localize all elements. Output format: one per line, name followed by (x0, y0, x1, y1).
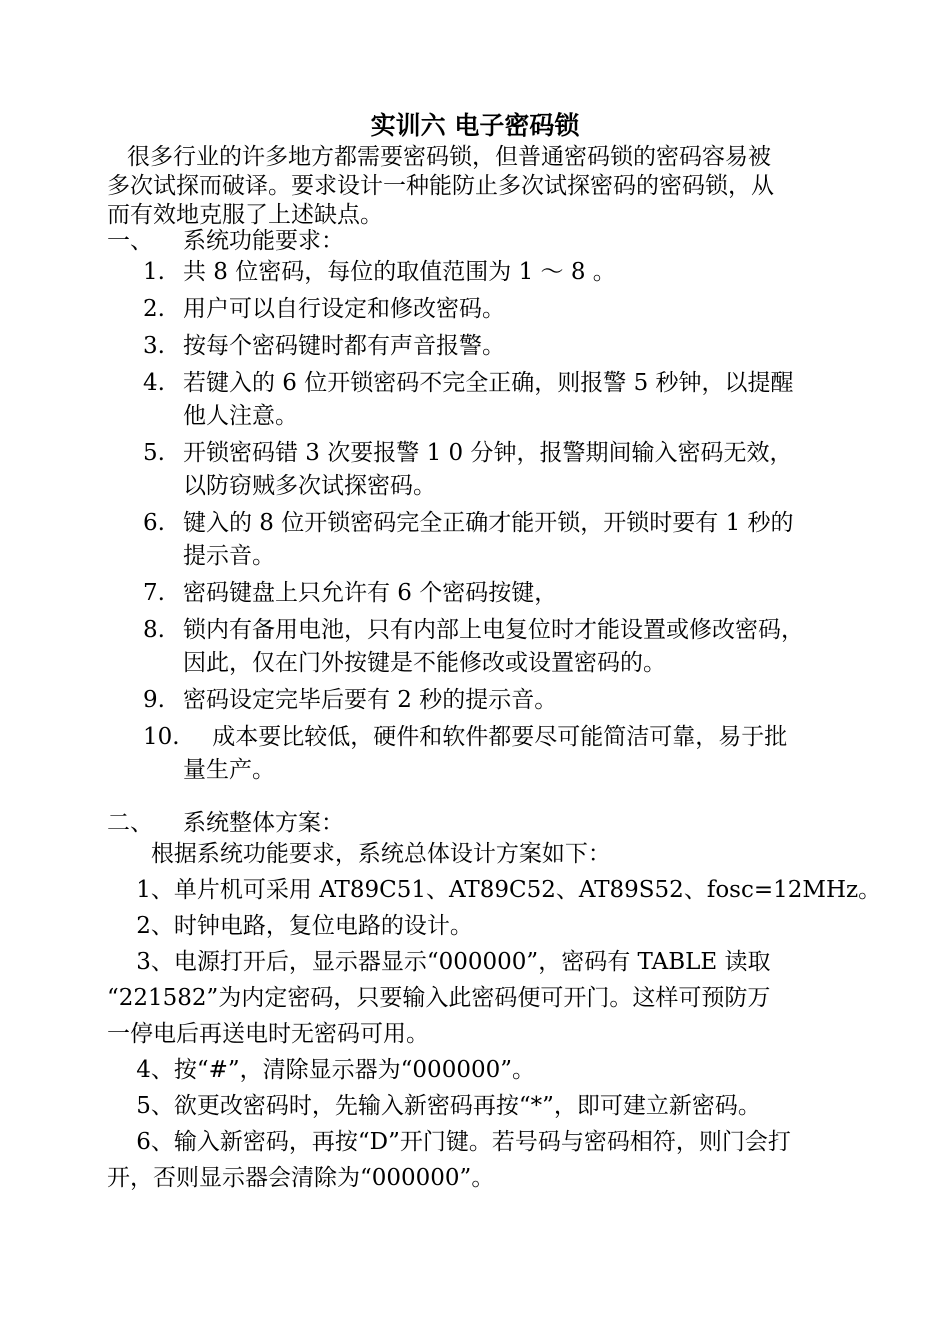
plan-line: 5、欲更改密码时，先输入新密码再按“*”，即可建立新密码。 (107, 1093, 761, 1119)
list-item-text: 键入的 8 位开锁密码完全正确才能开锁，开锁时要有 1 秒的 (183, 510, 794, 536)
list-item-text: 因此，仅在门外按键是不能修改或设置密码的。 (183, 650, 666, 676)
plan-line: 3、电源打开后，显示器显示“000000”，密码有 TABLE 读取 (107, 949, 771, 975)
list-item (107, 256, 867, 289)
section-heading-requirements (107, 226, 344, 256)
intro-line: 多次试探而破译。要求设计一种能防止多次试探密码的密码锁，从 (107, 173, 774, 199)
intro-line: 而有效地克服了上述缺点。 (107, 202, 383, 228)
plan-paragraphs (107, 838, 882, 1198)
section-title: 系统整体方案： (183, 810, 344, 836)
list-item-number: 5. (143, 440, 165, 466)
document-title: 实训六 电子密码锁 (370, 111, 580, 140)
list-item-number: 4. (143, 370, 165, 396)
list-item-text: 以防窃贼多次试探密码。 (183, 473, 436, 499)
section-number: 二、 (107, 810, 153, 836)
list-item-number: 3. (143, 333, 165, 359)
list-item-text: 提示音。 (183, 543, 275, 569)
list-item-number: 2. (143, 296, 165, 322)
list-item (107, 507, 867, 573)
list-item-text: 共 8 位密码，每位的取值范围为 1 ～ 8 。 (183, 259, 616, 285)
list-item (107, 721, 867, 787)
plan-line: 一停电后再送电时无密码可用。 (107, 1021, 429, 1047)
list-item (107, 293, 867, 326)
list-item-number: 6. (143, 510, 165, 536)
plan-line: 4、按“#”，清除显示器为“000000”。 (107, 1057, 535, 1083)
list-item (107, 330, 867, 363)
intro-paragraph (107, 143, 849, 230)
list-item-text: 按每个密码键时都有声音报警。 (183, 333, 505, 359)
plan-line: 6、输入新密码，再按“D”开门键。若号码与密码相符，则门会打 (107, 1129, 791, 1155)
list-item-number: 10. (143, 724, 180, 750)
section-number: 一、 (107, 228, 153, 254)
list-item-text: 密码设定完毕后要有 2 秒的提示音。 (183, 687, 558, 713)
list-item-text: 他人注意。 (183, 403, 298, 429)
plan-line: 根据系统功能要求，系统总体设计方案如下： (107, 841, 611, 867)
list-item-text: 用户可以自行设定和修改密码。 (183, 296, 505, 322)
list-item-number: 7. (143, 580, 165, 606)
list-item (107, 684, 867, 717)
list-item (107, 614, 867, 680)
list-item-text: 开锁密码错 3 次要报警 1 0 分钟，报警期间输入密码无效， (183, 440, 793, 466)
list-item (107, 437, 867, 503)
section-heading-overall-plan (107, 808, 344, 838)
list-item-text: 若键入的 6 位开锁密码不完全正确，则报警 5 秒钟，以提醒 (183, 370, 794, 396)
list-item-number: 9. (143, 687, 165, 713)
list-item-text: 密码键盘上只允许有 6 个密码按键， (183, 580, 558, 606)
plan-line: 2、时钟电路，复位电路的设计。 (107, 913, 473, 939)
list-item-number: 1. (143, 259, 165, 285)
list-item (107, 577, 867, 610)
list-item-number: 8. (143, 617, 165, 643)
requirements-list (107, 256, 867, 791)
section-title: 系统功能要求： (183, 228, 344, 254)
list-item-text: 量生产。 (183, 757, 275, 783)
list-item (107, 367, 867, 433)
list-item-text: 锁内有备用电池，只有内部上电复位时才能设置或修改密码， (183, 617, 804, 643)
plan-line: 1、单片机可采用 AT89C51、AT89C52、AT89S52、fosc=12MHz。 (107, 877, 882, 903)
list-item-text: 成本要比较低，硬件和软件都要尽可能简洁可靠，易于批 (183, 724, 788, 750)
plan-line: “221582”为内定密码，只要输入此密码便可开门。这样可预防万 (107, 985, 771, 1011)
intro-line: 很多行业的许多地方都需要密码锁，但普通密码锁的密码容易被 (127, 144, 771, 170)
plan-line: 开，否则显示器会清除为“000000”。 (107, 1165, 495, 1191)
